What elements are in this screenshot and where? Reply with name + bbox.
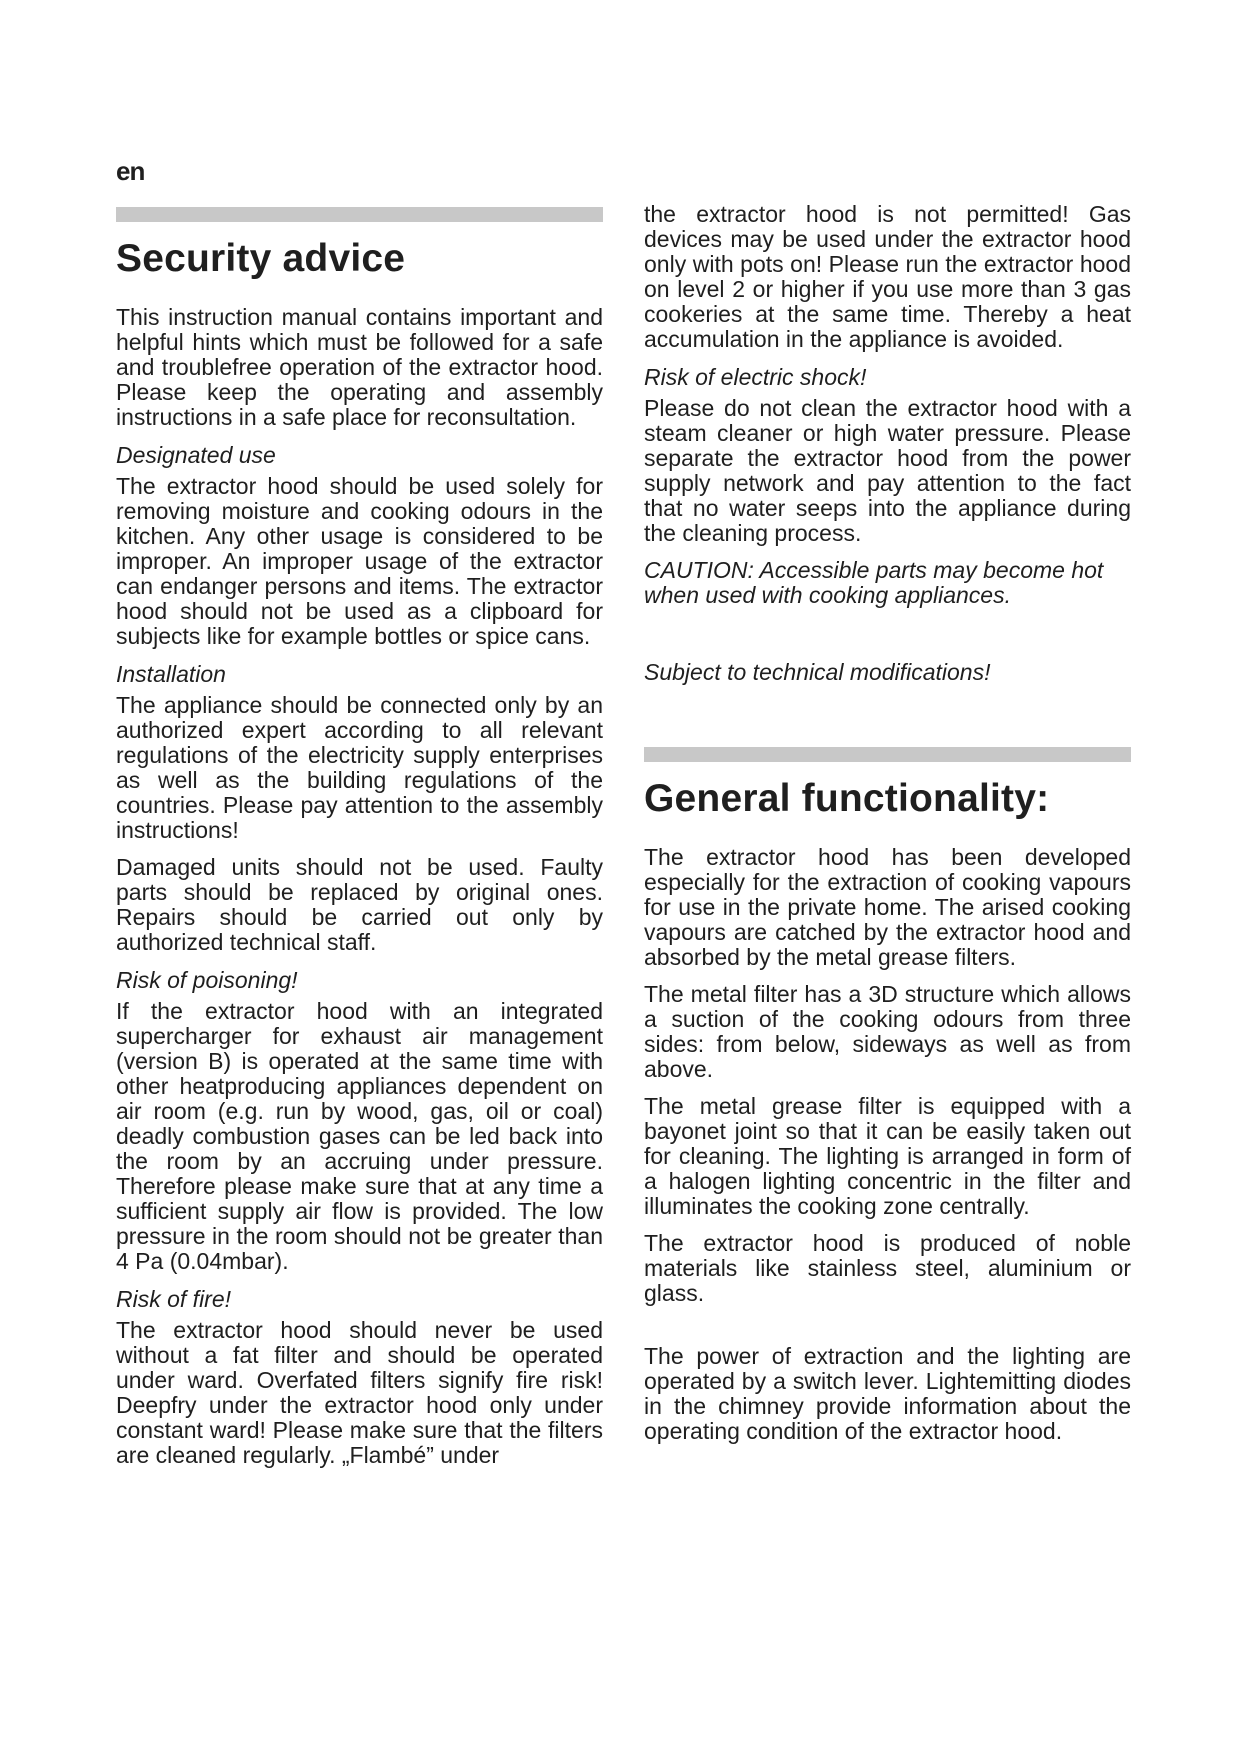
- fire-text: The extractor hood should never be used without a fat filter and should be operated under ward. Overfated filters signify fire risk! Deepfry under the extractor hood only under constant ward! Please make sure that the filters are cleaned regularly. „Flambé” under: [116, 1316, 603, 1468]
- general-paragraph: The metal filter has a 3D structure which allows a suction of the cooking odours from three sides: from below, sideways as well as from above.: [644, 980, 1131, 1082]
- designated-use-heading: Designated use: [116, 441, 276, 468]
- fire-text-continued: the extractor hood is not permitted! Gas devices may be used under the extractor hood only with pots on! Please run the extractor hood on level 2 or higher if you use more than 3 gas cookeries at the same time. Thereby a heat accumulation in the appliance is avoided.: [644, 201, 1131, 352]
- language-code: en: [116, 156, 145, 186]
- general-paragraph: The power of extraction and the lighting are operated by a switch lever. Lightemitting diodes in the chimney provide information about the operating condition of the extractor hood.: [644, 1342, 1131, 1444]
- electric-shock-heading: Risk of electric shock!: [644, 364, 867, 390]
- damaged-units-text: Damaged units should not be used. Faulty parts should be replaced by original ones. Repairs should be carried out only by authorized technical staff.: [116, 853, 603, 955]
- general-paragraph: The metal grease filter is equipped with a bayonet joint so that it can be easily taken out for cleaning. The lighting is arranged in form of a halogen lighting concentric in the filter and illuminates the cooking zone centrally.: [644, 1092, 1131, 1219]
- security-advice-title: Security advice: [116, 237, 406, 280]
- right-column: [644, 202, 1131, 1456]
- installation-heading: Installation: [116, 660, 226, 687]
- poisoning-text: If the extractor hood with an integrated supercharger for exhaust air management (version B) is operated at the same time with other heatproducing appliances dependent on air room (e.g. run by wood, gas, oil or coal) deadly combustion gases can be led back into the room by an accruing under pressure. Therefore please make sure that at any time a sufficient supply air flow is provided. The low pressure in the room should not be greater than 4 Pa (0.04mbar).: [116, 997, 603, 1274]
- designated-use-text: The extractor hood should be used solely for removing moisture and cooking odours in the kitchen. Any other usage is considered to be improper. An improper usage of the extractor can endanger persons and items. The extractor hood should not be used as a clipboard for subjects like for example bottles or spice cans.: [116, 472, 603, 649]
- technical-modifications-note: Subject to technical modifications!: [644, 659, 991, 685]
- fire-heading: Risk of fire!: [116, 1285, 232, 1312]
- general-paragraph: The extractor hood is produced of noble materials like stainless steel, aluminium or glass.: [644, 1229, 1131, 1306]
- electric-shock-text: Please do not clean the extractor hood with a steam cleaner or high water pressure. Please separate the extractor hood from the power supply network and pay attention to the fact that no water seeps into the appliance during the cleaning process.: [644, 395, 1131, 546]
- general-functionality-title: General functionality:: [644, 777, 1050, 820]
- section-divider-bar: [644, 747, 1131, 762]
- installation-text: The appliance should be connected only by an authorized expert according to all relevant regulations of the electricity supply enterprises as well as the building regulations of the countries. Please pay attention to the assembly instructions!: [116, 691, 603, 843]
- poisoning-heading: Risk of poisoning!: [116, 966, 298, 993]
- section-divider-bar: [116, 207, 603, 222]
- security-intro: This instruction manual contains important and helpful hints which must be followed for a safe and troublefree operation of the extractor hood. Please keep the operating and assembly instructions in a safe place for reconsultation.: [116, 303, 603, 430]
- caution-note: CAUTION: Accessible parts may become hot when used with cooking appliances.: [644, 557, 1104, 608]
- left-column: [116, 207, 603, 1480]
- general-paragraph: The extractor hood has been developed especially for the extraction of cooking vapours for use in the private home. The arised cooking vapours are catched by the extractor hood and absorbed by the metal grease filters.: [644, 843, 1131, 970]
